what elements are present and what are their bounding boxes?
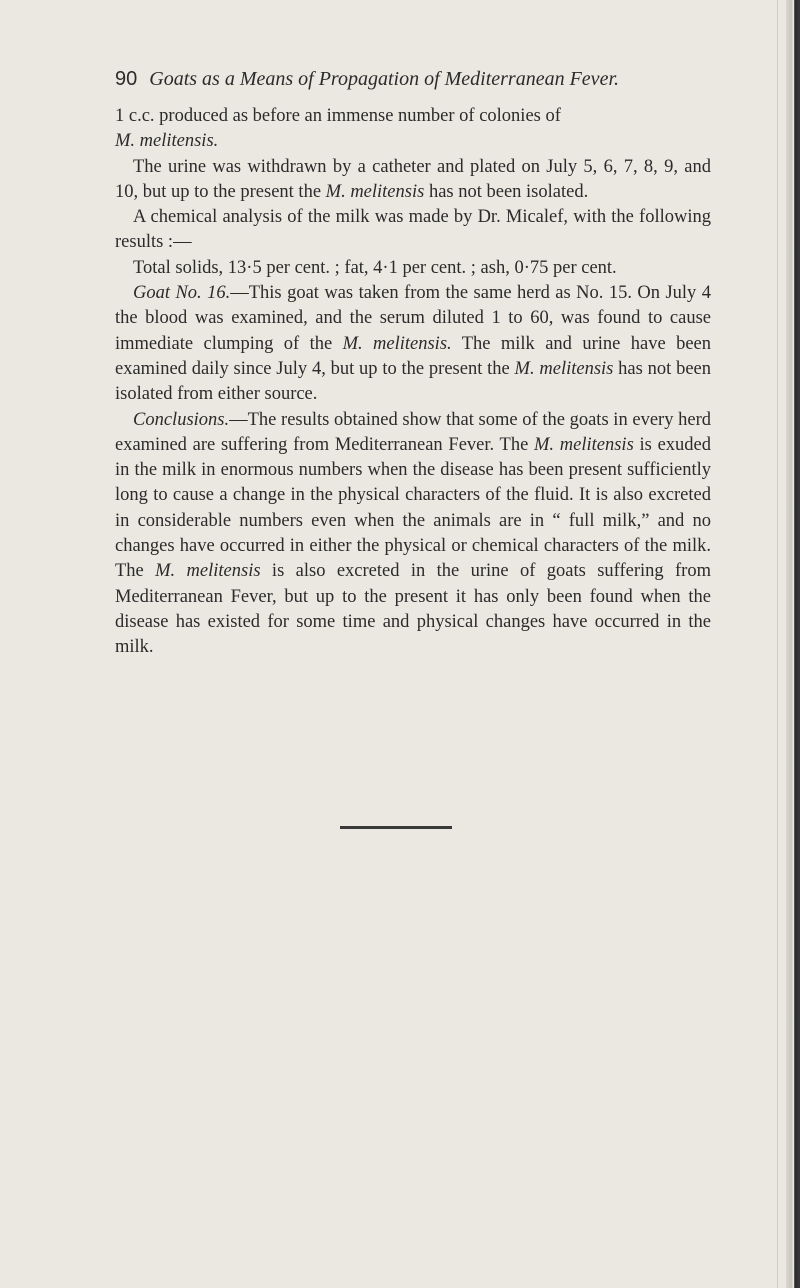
conclusions-heading: Conclusions. — [133, 409, 230, 430]
para5-text-f: has not been isolated from either source. — [115, 358, 711, 405]
body-text — [115, 104, 711, 661]
paragraph-5 — [115, 281, 711, 407]
para5-text-b: —This goat was taken from the same herd as No. 15. On July 4 the blood was examined, and the serum diluted 1 to 60, was found to cause immediate clumping of the — [115, 283, 711, 354]
paragraph-2 — [115, 155, 711, 206]
page-edge — [786, 0, 800, 1288]
section-rule — [340, 826, 452, 829]
paragraph-3 — [115, 205, 711, 256]
paragraph-6 — [115, 408, 711, 661]
page-number: 90 — [115, 68, 138, 90]
analysis-results: Total solids, 13·5 per cent. ; fat, 4·1 per cent. ; ash, 0·75 per cent. — [133, 257, 617, 278]
para1-text: 1 c.c. produced as before an immense number of colonies of — [115, 106, 561, 126]
para2-text-a: The urine was withdrawn by a catheter and plated on July 5, 6, 7, 8, 9, and 10, but up to the present the — [115, 156, 711, 202]
running-head — [115, 66, 711, 92]
para6-organism-1: M. melitensis — [534, 434, 634, 455]
para5-organism-1: M. melitensis. — [342, 333, 452, 354]
para3-text: A chemical analysis of the milk was made by Dr. Micalef, with the following results :— — [115, 207, 711, 253]
para2-text-c: has not been isolated. — [424, 181, 589, 202]
paragraph-1 — [115, 104, 711, 155]
para6-organism-2: M. melitensis — [155, 561, 261, 582]
goat-16-heading: Goat No. 16. — [133, 283, 231, 304]
para5-organism-2: M. melitensis — [514, 358, 614, 379]
para2-organism: M. melitensis — [325, 181, 425, 202]
para6-text-f: is also excreted in the urine of goats suffering from Mediterranean Fever, but up to the present it has only been found when the disease has existed for some time and physical changes have occurred in the milk. — [115, 561, 711, 658]
text-block — [115, 66, 711, 661]
page-edge-line — [777, 0, 778, 1288]
para1-organism: M. melitensis. — [115, 131, 219, 152]
para6-text-b: —The results obtained show that some of the goats in every herd examined are suffering from Mediterranean Fever. The — [115, 409, 711, 455]
paragraph-4 — [115, 256, 711, 281]
para5-text-d: The milk and urine have been examined daily since July 4, but up to the present the — [115, 333, 711, 379]
para6-text-d: is exuded in the milk in enormous numbers when the disease has been present sufficiently long to cause a change in the physical characters of the fluid. It is also excreted in considerable numbers even when the animals are in “ full milk,” and no changes have occurred in either the physical or chemical characters of the milk. The — [115, 434, 711, 582]
running-head-title: Goats as a Means of Propagation of Mediterranean Fever. — [149, 68, 620, 90]
